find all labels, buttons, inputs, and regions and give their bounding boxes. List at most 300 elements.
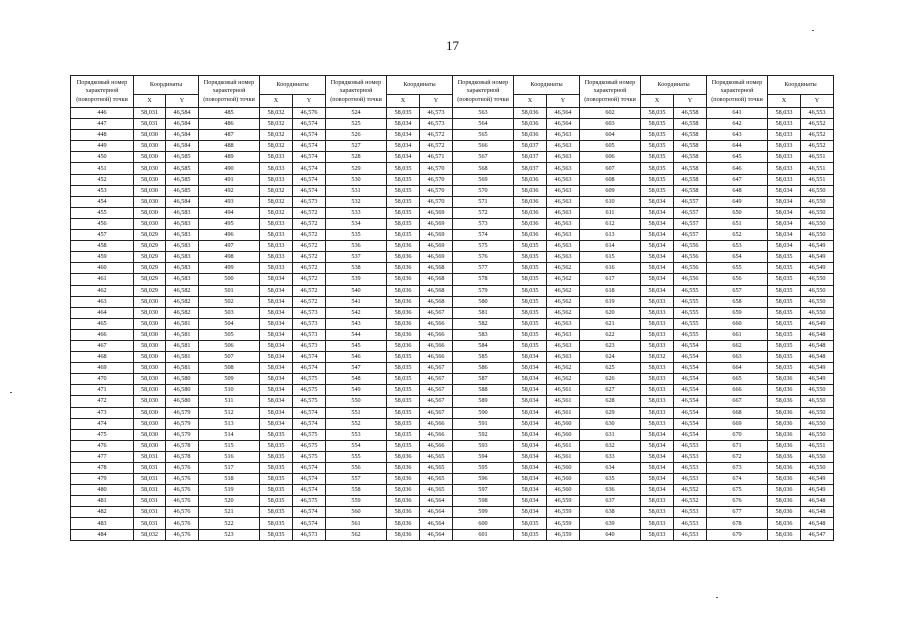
coord-x: 58,034: [641, 196, 674, 207]
coord-y: 46,562: [547, 363, 580, 374]
coord-x: 58,033: [260, 241, 293, 252]
table-row: [71, 163, 834, 174]
point-number: 556: [326, 463, 387, 474]
point-number: 592: [453, 429, 514, 440]
coord-y: 46,572: [293, 207, 326, 218]
coord-y: 46,585: [166, 152, 199, 163]
coord-y: 46,583: [166, 218, 199, 229]
coord-y: 46,565: [420, 463, 453, 474]
point-number: 581: [453, 307, 514, 318]
coord-x: 58,035: [514, 252, 547, 263]
point-number: 594: [453, 451, 514, 462]
coord-x: 58,034: [260, 285, 293, 296]
point-number: 643: [707, 130, 768, 141]
point-number: 615: [580, 252, 641, 263]
coord-x: 58,034: [514, 463, 547, 474]
coord-x: 58,030: [134, 207, 166, 218]
coord-y: 46,567: [420, 396, 453, 407]
coord-x: 58,033: [641, 318, 674, 329]
point-number: 625: [580, 363, 641, 374]
coord-x: 58,035: [514, 274, 547, 285]
point-number: 677: [707, 507, 768, 518]
scan-speck: [716, 597, 718, 598]
coord-x: 58,036: [514, 196, 547, 207]
point-number: 549: [326, 385, 387, 396]
coord-y: 46,558: [674, 185, 707, 196]
point-number: 564: [453, 119, 514, 130]
coord-x: 58,033: [768, 119, 801, 130]
coord-x: 58,035: [514, 307, 547, 318]
point-number: 645: [707, 152, 768, 163]
coord-x: 58,033: [641, 296, 674, 307]
point-number: 485: [199, 108, 260, 119]
coord-x: 58,033: [641, 529, 674, 540]
coord-x: 58,031: [134, 108, 166, 119]
coord-x: 58,035: [387, 352, 420, 363]
point-number: 577: [453, 263, 514, 274]
coord-x: 58,036: [387, 241, 420, 252]
coord-x: 58,034: [641, 241, 674, 252]
coord-y: 46,555: [674, 296, 707, 307]
coord-x: 58,034: [641, 252, 674, 263]
coord-y: 46,551: [801, 163, 834, 174]
point-number: 491: [199, 174, 260, 185]
point-number: 671: [707, 440, 768, 451]
coord-y: 46,566: [420, 418, 453, 429]
coord-y: 46,581: [166, 340, 199, 351]
point-number: 465: [71, 318, 134, 329]
point-number: 665: [707, 374, 768, 385]
coord-y: 46,583: [166, 252, 199, 263]
coord-x: 58,033: [260, 152, 293, 163]
coord-y: 46,569: [420, 207, 453, 218]
coord-y: 46,560: [547, 418, 580, 429]
header-y: Y: [166, 95, 199, 108]
coord-y: 46,584: [166, 130, 199, 141]
coord-x: 58,036: [387, 451, 420, 462]
point-number: 641: [707, 108, 768, 119]
coord-y: 46,563: [547, 218, 580, 229]
coord-x: 58,035: [641, 174, 674, 185]
coord-y: 46,578: [166, 451, 199, 462]
coord-x: 58,034: [260, 396, 293, 407]
coord-y: 46,552: [674, 485, 707, 496]
header-y: Y: [801, 95, 834, 108]
coord-x: 58,034: [641, 274, 674, 285]
table-row: [71, 507, 834, 518]
coord-x: 58,035: [768, 363, 801, 374]
coord-y: 46,573: [293, 196, 326, 207]
coord-y: 46,563: [547, 230, 580, 241]
point-number: 674: [707, 474, 768, 485]
point-number: 515: [199, 440, 260, 451]
coord-x: 58,032: [134, 529, 166, 540]
coord-x: 58,034: [641, 207, 674, 218]
coord-y: 46,562: [547, 374, 580, 385]
coord-x: 58,032: [260, 108, 293, 119]
coord-y: 46,547: [801, 529, 834, 540]
point-number: 596: [453, 474, 514, 485]
point-number: 528: [326, 152, 387, 163]
coord-y: 46,565: [420, 485, 453, 496]
coord-y: 46,554: [674, 407, 707, 418]
coord-y: 46,579: [166, 418, 199, 429]
coord-x: 58,030: [134, 407, 166, 418]
coord-y: 46,558: [674, 174, 707, 185]
coord-y: 46,550: [801, 218, 834, 229]
coord-y: 46,572: [293, 252, 326, 263]
coord-x: 58,034: [387, 119, 420, 130]
coord-x: 58,035: [768, 285, 801, 296]
coord-x: 58,036: [768, 429, 801, 440]
coord-x: 58,033: [768, 163, 801, 174]
point-number: 576: [453, 252, 514, 263]
coord-x: 58,034: [514, 507, 547, 518]
coord-y: 46,583: [166, 263, 199, 274]
coord-x: 58,033: [641, 496, 674, 507]
coord-x: 58,034: [514, 407, 547, 418]
coord-x: 58,030: [134, 141, 166, 152]
point-number: 453: [71, 185, 134, 196]
point-number: 608: [580, 174, 641, 185]
point-number: 505: [199, 329, 260, 340]
point-number: 512: [199, 407, 260, 418]
point-number: 536: [326, 241, 387, 252]
coord-x: 58,033: [260, 252, 293, 263]
coord-y: 46,567: [420, 307, 453, 318]
header-y: Y: [547, 95, 580, 108]
point-number: 530: [326, 174, 387, 185]
coord-y: 46,566: [420, 440, 453, 451]
coord-y: 46,550: [801, 296, 834, 307]
header-x: X: [387, 95, 420, 108]
coord-y: 46,568: [420, 263, 453, 274]
coord-y: 46,572: [293, 274, 326, 285]
point-number: 484: [71, 529, 134, 540]
coord-y: 46,561: [547, 407, 580, 418]
coord-x: 58,034: [260, 318, 293, 329]
coord-x: 58,036: [768, 396, 801, 407]
point-number: 662: [707, 340, 768, 351]
coord-y: 46,555: [674, 307, 707, 318]
coord-y: 46,552: [801, 130, 834, 141]
point-number: 478: [71, 463, 134, 474]
coord-y: 46,572: [420, 130, 453, 141]
point-number: 468: [71, 352, 134, 363]
point-number: 503: [199, 307, 260, 318]
coord-x: 58,035: [387, 230, 420, 241]
coord-x: 58,031: [134, 474, 166, 485]
coord-x: 58,036: [514, 207, 547, 218]
table-row: [71, 185, 834, 196]
coord-x: 58,037: [514, 141, 547, 152]
coord-y: 46,550: [801, 230, 834, 241]
coord-x: 58,033: [260, 163, 293, 174]
coord-x: 58,034: [514, 418, 547, 429]
coord-x: 58,036: [387, 307, 420, 318]
coord-x: 58,036: [387, 329, 420, 340]
header-coordinates: Координаты: [387, 76, 453, 95]
point-number: 672: [707, 451, 768, 462]
point-number: 595: [453, 463, 514, 474]
coord-y: 46,554: [674, 429, 707, 440]
coord-x: 58,033: [768, 174, 801, 185]
coord-x: 58,034: [514, 451, 547, 462]
coord-x: 58,035: [260, 451, 293, 462]
point-number: 481: [71, 496, 134, 507]
point-number: 636: [580, 485, 641, 496]
coord-y: 46,575: [293, 429, 326, 440]
table-row: [71, 529, 834, 540]
coord-x: 58,035: [514, 318, 547, 329]
coord-y: 46,555: [674, 285, 707, 296]
table-row: [71, 241, 834, 252]
coord-x: 58,036: [768, 451, 801, 462]
coord-x: 58,036: [514, 108, 547, 119]
coord-y: 46,582: [166, 296, 199, 307]
coord-x: 58,030: [134, 418, 166, 429]
coord-y: 46,554: [674, 374, 707, 385]
point-number: 509: [199, 374, 260, 385]
coord-x: 58,033: [641, 385, 674, 396]
point-number: 667: [707, 396, 768, 407]
coord-y: 46,583: [166, 207, 199, 218]
table-row: [71, 474, 834, 485]
coord-x: 58,036: [768, 385, 801, 396]
point-number: 585: [453, 352, 514, 363]
coord-x: 58,034: [387, 130, 420, 141]
coord-y: 46,563: [547, 196, 580, 207]
coord-y: 46,549: [801, 318, 834, 329]
point-number: 593: [453, 440, 514, 451]
coord-y: 46,554: [674, 352, 707, 363]
coord-y: 46,562: [547, 285, 580, 296]
coord-x: 58,036: [768, 418, 801, 429]
coord-y: 46,551: [801, 152, 834, 163]
coord-y: 46,575: [293, 374, 326, 385]
coord-x: 58,033: [260, 174, 293, 185]
coord-x: 58,035: [768, 318, 801, 329]
coord-x: 58,036: [768, 463, 801, 474]
point-number: 570: [453, 185, 514, 196]
coord-x: 58,029: [134, 241, 166, 252]
coord-x: 58,030: [134, 340, 166, 351]
coord-y: 46,564: [547, 108, 580, 119]
coord-x: 58,030: [134, 130, 166, 141]
point-number: 511: [199, 396, 260, 407]
point-number: 616: [580, 263, 641, 274]
coord-x: 58,036: [768, 518, 801, 529]
point-number: 613: [580, 230, 641, 241]
coord-x: 58,035: [641, 163, 674, 174]
table-row: [71, 263, 834, 274]
point-number: 630: [580, 418, 641, 429]
coord-y: 46,583: [166, 230, 199, 241]
point-number: 501: [199, 285, 260, 296]
point-number: 598: [453, 496, 514, 507]
point-number: 533: [326, 207, 387, 218]
coord-y: 46,570: [420, 174, 453, 185]
coord-y: 46,573: [293, 307, 326, 318]
coord-x: 58,035: [641, 130, 674, 141]
coord-x: 58,036: [387, 252, 420, 263]
point-number: 466: [71, 329, 134, 340]
coord-y: 46,550: [801, 429, 834, 440]
point-number: 574: [453, 230, 514, 241]
point-number: 566: [453, 141, 514, 152]
point-number: 587: [453, 374, 514, 385]
point-number: 493: [199, 196, 260, 207]
coord-y: 46,574: [293, 141, 326, 152]
point-number: 644: [707, 141, 768, 152]
header-y: Y: [674, 95, 707, 108]
table-row: [71, 152, 834, 163]
coord-x: 58,035: [514, 296, 547, 307]
coord-x: 58,034: [387, 141, 420, 152]
coord-x: 58,032: [260, 196, 293, 207]
point-number: 622: [580, 329, 641, 340]
header-coordinates: Координаты: [260, 76, 326, 95]
coord-y: 46,553: [674, 440, 707, 451]
point-number: 583: [453, 329, 514, 340]
coord-x: 58,036: [387, 296, 420, 307]
coord-x: 58,033: [641, 307, 674, 318]
point-number: 580: [453, 296, 514, 307]
coord-x: 58,034: [768, 230, 801, 241]
coord-x: 58,035: [387, 418, 420, 429]
header-x: X: [134, 95, 166, 108]
point-number: 620: [580, 307, 641, 318]
coord-x: 58,033: [260, 218, 293, 229]
coord-y: 46,561: [547, 451, 580, 462]
point-number: 461: [71, 274, 134, 285]
coord-y: 46,564: [420, 529, 453, 540]
point-number: 514: [199, 429, 260, 440]
coord-y: 46,558: [674, 163, 707, 174]
coord-x: 58,034: [260, 307, 293, 318]
table-row: [71, 374, 834, 385]
coord-x: 58,033: [768, 108, 801, 119]
coord-y: 46,574: [293, 507, 326, 518]
coord-y: 46,563: [547, 352, 580, 363]
coord-y: 46,574: [293, 119, 326, 130]
coord-x: 58,035: [641, 119, 674, 130]
coord-x: 58,034: [641, 485, 674, 496]
point-number: 521: [199, 507, 260, 518]
coord-x: 58,036: [768, 485, 801, 496]
table-row: [71, 352, 834, 363]
coord-y: 46,560: [547, 429, 580, 440]
coord-x: 58,034: [641, 463, 674, 474]
coord-x: 58,032: [641, 352, 674, 363]
header-coordinates: Координаты: [134, 76, 199, 95]
point-number: 589: [453, 396, 514, 407]
coord-x: 58,035: [260, 485, 293, 496]
point-number: 532: [326, 196, 387, 207]
coord-y: 46,584: [166, 141, 199, 152]
coord-x: 58,030: [134, 307, 166, 318]
coord-y: 46,550: [801, 274, 834, 285]
point-number: 601: [453, 529, 514, 540]
coord-x: 58,035: [260, 463, 293, 474]
coord-y: 46,554: [674, 396, 707, 407]
coord-y: 46,548: [801, 352, 834, 363]
coord-y: 46,549: [801, 363, 834, 374]
point-number: 553: [326, 429, 387, 440]
coord-y: 46,581: [166, 329, 199, 340]
coord-x: 58,034: [641, 451, 674, 462]
point-number: 634: [580, 463, 641, 474]
coord-y: 46,567: [420, 374, 453, 385]
coord-y: 46,554: [674, 418, 707, 429]
point-number: 456: [71, 218, 134, 229]
coord-x: 58,034: [260, 363, 293, 374]
point-number: 459: [71, 252, 134, 263]
coord-y: 46,565: [420, 474, 453, 485]
coord-y: 46,564: [420, 496, 453, 507]
coord-y: 46,558: [674, 130, 707, 141]
coord-x: 58,034: [641, 474, 674, 485]
coord-y: 46,570: [420, 185, 453, 196]
point-number: 597: [453, 485, 514, 496]
coord-y: 46,556: [674, 274, 707, 285]
coord-y: 46,580: [166, 396, 199, 407]
coord-y: 46,562: [547, 307, 580, 318]
coord-x: 58,035: [768, 340, 801, 351]
point-number: 599: [453, 507, 514, 518]
coord-y: 46,549: [801, 474, 834, 485]
point-number: 639: [580, 518, 641, 529]
coord-y: 46,556: [674, 252, 707, 263]
table-row: [71, 485, 834, 496]
coord-y: 46,582: [166, 307, 199, 318]
coord-x: 58,035: [768, 263, 801, 274]
point-number: 476: [71, 440, 134, 451]
coord-x: 58,034: [768, 218, 801, 229]
coord-x: 58,033: [641, 329, 674, 340]
point-number: 607: [580, 163, 641, 174]
point-number: 457: [71, 230, 134, 241]
point-number: 648: [707, 185, 768, 196]
coord-y: 46,552: [674, 496, 707, 507]
point-number: 657: [707, 285, 768, 296]
coord-y: 46,574: [293, 418, 326, 429]
point-number: 568: [453, 163, 514, 174]
coord-x: 58,034: [514, 474, 547, 485]
table-row: [71, 385, 834, 396]
point-number: 633: [580, 451, 641, 462]
coord-x: 58,035: [260, 518, 293, 529]
coord-y: 46,569: [420, 230, 453, 241]
point-number: 539: [326, 274, 387, 285]
point-number: 676: [707, 496, 768, 507]
coord-x: 58,036: [768, 529, 801, 540]
point-number: 563: [453, 108, 514, 119]
point-number: 668: [707, 407, 768, 418]
coord-x: 58,034: [260, 352, 293, 363]
coord-y: 46,563: [547, 174, 580, 185]
coord-x: 58,032: [260, 130, 293, 141]
point-number: 496: [199, 230, 260, 241]
coord-x: 58,030: [134, 318, 166, 329]
coord-y: 46,550: [801, 196, 834, 207]
coord-x: 58,035: [387, 363, 420, 374]
coord-x: 58,037: [514, 163, 547, 174]
coord-x: 58,035: [768, 329, 801, 340]
coord-x: 58,035: [387, 185, 420, 196]
coord-x: 58,034: [768, 207, 801, 218]
point-number: 557: [326, 474, 387, 485]
